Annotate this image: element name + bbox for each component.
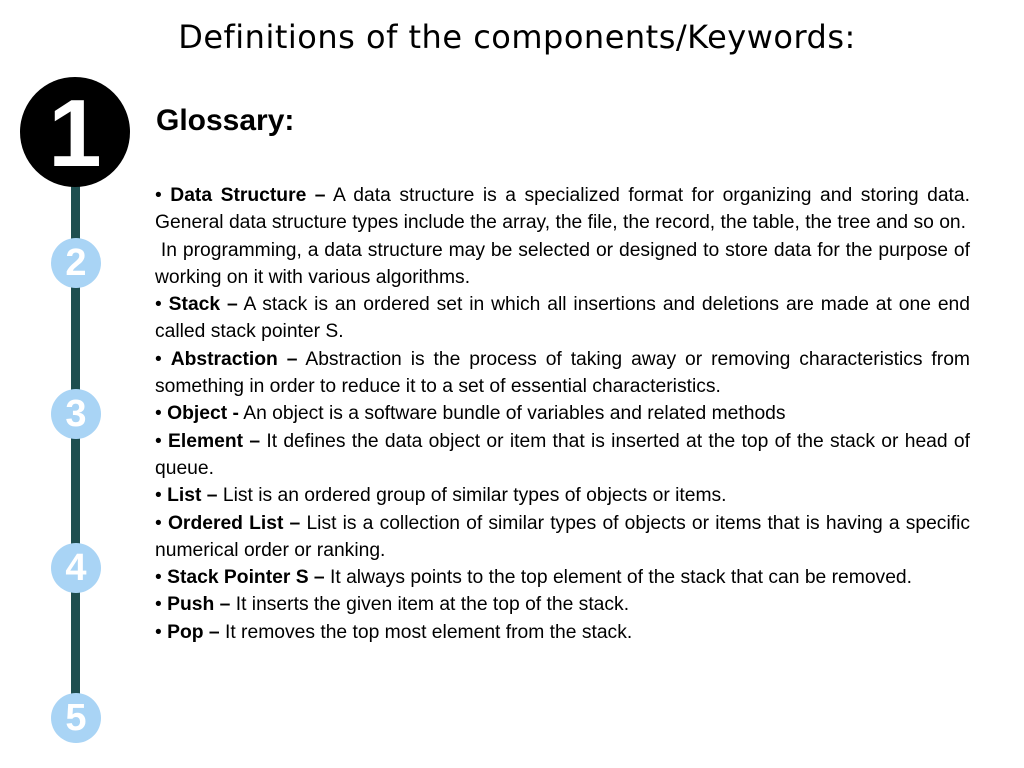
bullet: • — [155, 594, 162, 616]
glossary-definition: It defines the data object or item that is inserted at the top of the stack or head of queue. — [155, 430, 970, 479]
glossary-item — [155, 346, 970, 401]
glossary-term: Data Structure – — [170, 185, 326, 206]
timeline-step-5-label: 5 — [65, 697, 87, 739]
bullet: • — [155, 185, 162, 206]
timeline-step-2-label: 2 — [65, 242, 87, 284]
bullet: • — [155, 430, 162, 452]
glossary-item — [155, 510, 970, 565]
bullet: • — [155, 348, 162, 370]
glossary-term: Element – — [168, 430, 261, 452]
glossary-term: Object - — [167, 403, 239, 425]
timeline-step-5[interactable] — [51, 693, 101, 743]
glossary-term: Abstraction – — [170, 348, 298, 370]
glossary-item — [155, 291, 970, 346]
glossary-note — [155, 237, 970, 292]
glossary-definition: A data structure is a specialized format for organizing and storing data. General data structure types include the array, the file, the record, the table, the tree and so on. — [155, 185, 970, 234]
glossary-definition: List is a collection of similar types of objects or items that is having a specific numerical order or ranking. — [155, 512, 971, 561]
glossary-term: Push – — [167, 594, 231, 616]
bullet: • — [155, 512, 162, 534]
glossary-item — [155, 619, 970, 646]
bullet: • — [155, 403, 162, 425]
glossary-definition: It inserts the given item at the top of the stack. — [235, 594, 630, 616]
glossary-item — [155, 564, 970, 591]
glossary-note-text: In programming, a data structure may be selected or designed to store data for the purpose of working on it with various algorithms. — [155, 239, 970, 288]
glossary-term: Stack – — [168, 294, 238, 316]
bullet: • — [155, 485, 162, 507]
glossary-heading: Glossary: — [156, 104, 295, 137]
bullet: • — [155, 621, 162, 643]
bullet: • — [155, 294, 162, 316]
glossary-definition: It always points to the top element of the stack that can be removed. — [330, 567, 912, 589]
glossary-definition: A stack is an ordered set in which all insertions and deletions are made at one end called stack pointer S. — [155, 294, 970, 343]
timeline-step-3-label: 3 — [65, 393, 87, 435]
glossary-term: Ordered List – — [167, 512, 301, 534]
bullet: • — [155, 567, 162, 589]
timeline-step-1[interactable] — [20, 77, 130, 187]
timeline-step-4[interactable] — [51, 543, 101, 593]
timeline-step-1-label: 1 — [48, 80, 102, 187]
glossary-list — [155, 182, 970, 646]
timeline-step-2[interactable] — [51, 238, 101, 288]
glossary-item — [155, 591, 970, 618]
glossary-definition: List is an ordered group of similar types of objects or items. — [222, 485, 727, 507]
glossary-item — [155, 482, 970, 509]
glossary-item — [155, 428, 970, 483]
slide-title: Definitions of the components/Keywords: — [178, 18, 856, 56]
glossary-term: List – — [167, 485, 218, 507]
glossary-item — [155, 182, 970, 237]
glossary-definition: It removes the top most element from the stack. — [224, 621, 633, 643]
glossary-item — [155, 400, 970, 427]
glossary-term: Stack Pointer S – — [167, 567, 325, 589]
glossary-definition: Abstraction is the process of taking away or removing characteristics from something in order to reduce it to a set of essential characteristics. — [155, 348, 970, 398]
timeline-step-4-label: 4 — [65, 547, 87, 589]
timeline-step-3[interactable] — [51, 389, 101, 439]
glossary-definition: An object is a software bundle of variables and related methods — [243, 403, 786, 425]
glossary-term: Pop – — [167, 621, 220, 643]
